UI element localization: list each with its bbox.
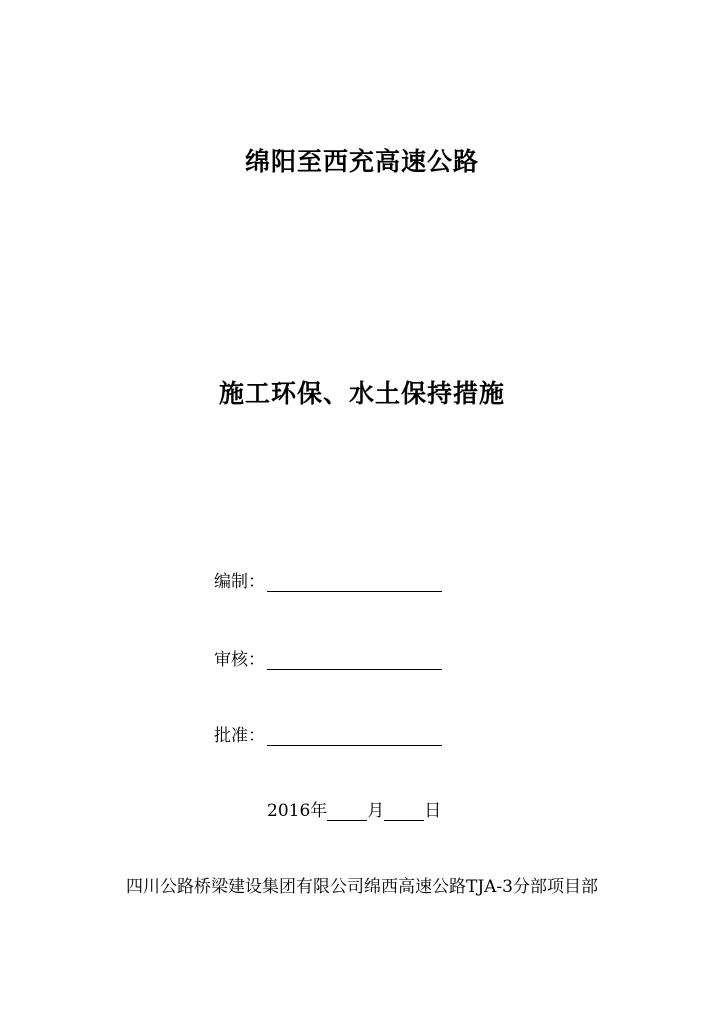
signature-line-reviewed bbox=[267, 651, 442, 670]
signature-line-approved bbox=[267, 727, 442, 746]
signature-label-approved: 批准 bbox=[214, 726, 248, 746]
signature-row-reviewed bbox=[214, 644, 442, 670]
signature-colon: ： bbox=[248, 650, 265, 670]
signature-label-compiled: 编制 bbox=[214, 572, 248, 592]
project-title: 绵阳至西充高速公路 bbox=[244, 147, 479, 176]
document-title: 施工环保、水土保持措施 bbox=[218, 379, 505, 408]
date-year-unit: 年 bbox=[310, 801, 328, 821]
date-line bbox=[267, 796, 441, 821]
date-day-blank bbox=[384, 802, 424, 821]
signature-row-approved bbox=[214, 720, 442, 746]
organization-name: 四川公路桥梁建设集团有限公司绵西高速公路TJA-3分部项目部 bbox=[126, 877, 598, 897]
date-year: 2016 bbox=[267, 801, 311, 821]
signature-label-reviewed: 审核 bbox=[214, 650, 248, 670]
date-month-unit: 月 bbox=[367, 801, 385, 821]
signature-row-compiled bbox=[214, 566, 442, 592]
signature-line-compiled bbox=[267, 573, 442, 592]
signature-colon: ： bbox=[248, 726, 265, 746]
date-day-unit: 日 bbox=[424, 801, 442, 821]
date-month-blank bbox=[327, 802, 367, 821]
signature-colon: ： bbox=[248, 572, 265, 592]
